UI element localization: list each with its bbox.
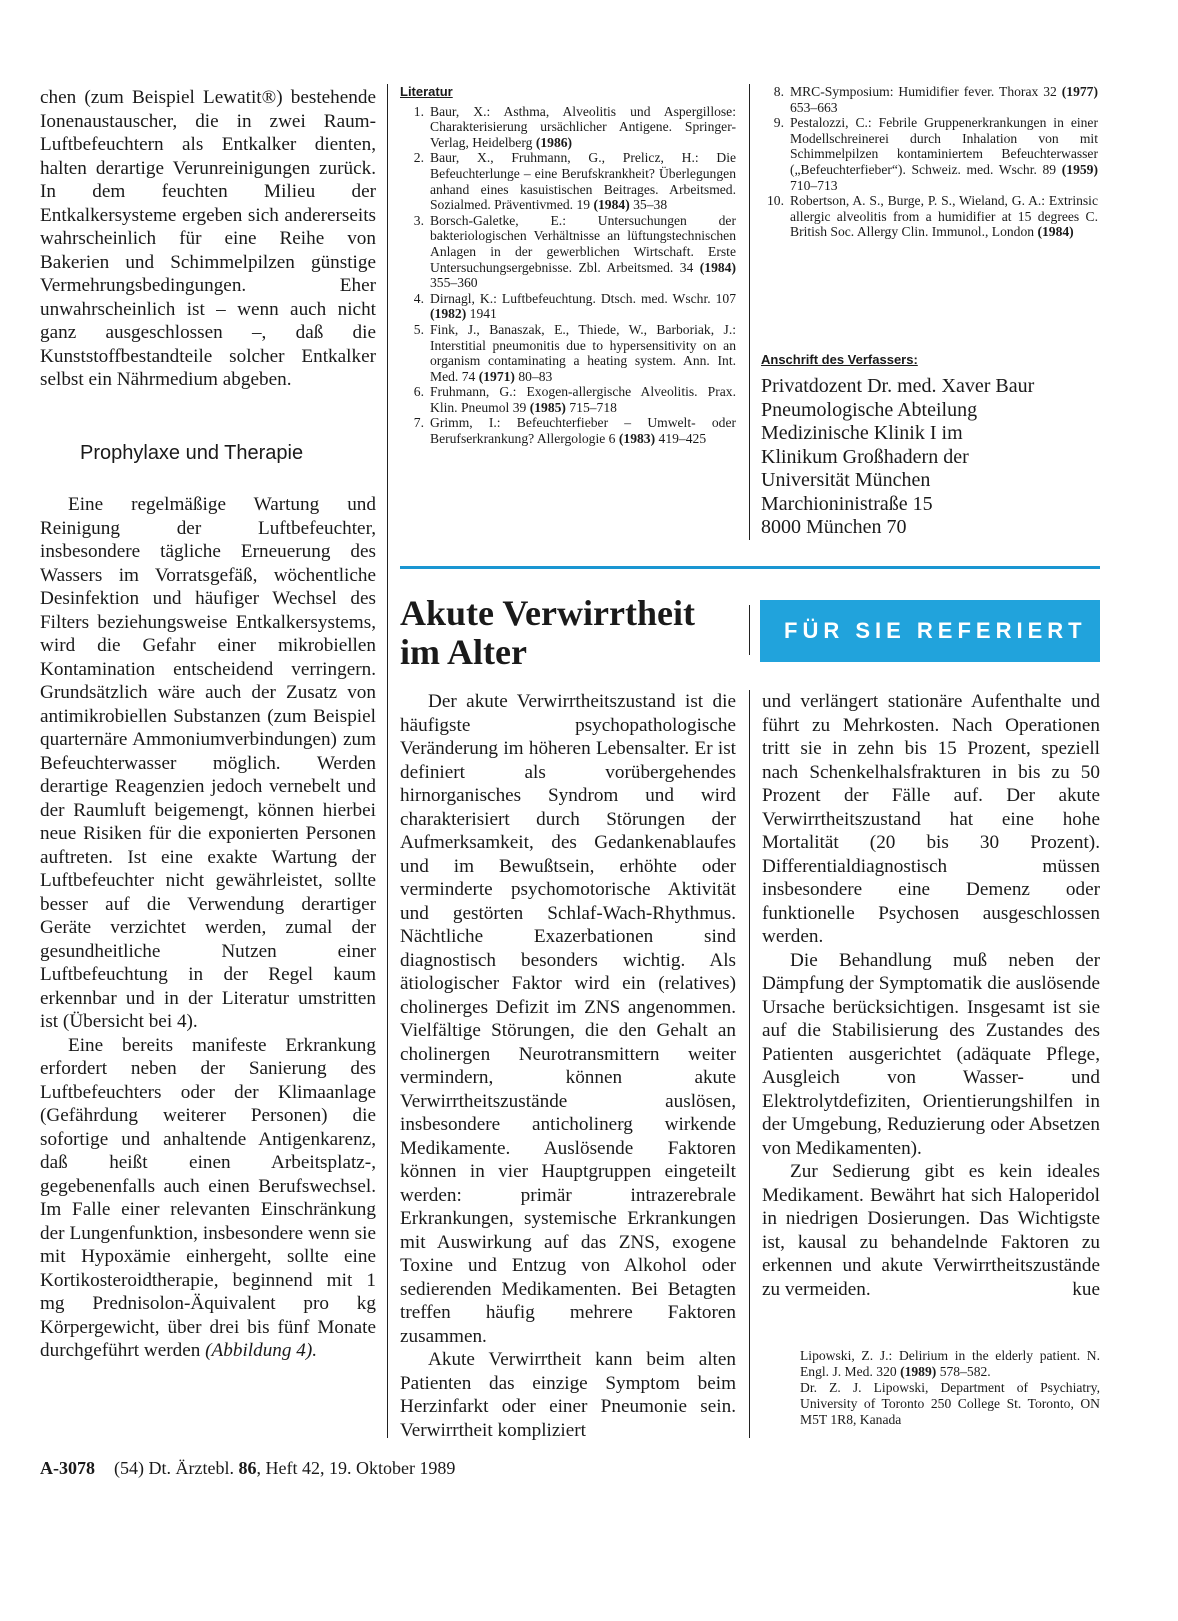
reference-text: Lipowski, Z. J.: Delirium in the elderly patient. N. Engl. J. Med. 320 [800,1348,1100,1379]
page-code: A-3078 [40,1458,95,1478]
literature-item-number: 4. [413,290,424,306]
literature-item-pages: 80–83 [514,368,553,384]
literature-item-pages: 419–425 [655,431,707,447]
literature-item-number: 5. [413,321,424,337]
address-line: Medizinische Klinik I im [761,422,963,444]
literature-list-a [400,104,736,447]
address-line: Klinikum Großhadern der [761,445,969,468]
left-paragraph-3 [40,1034,376,1363]
column-rule-4 [749,690,750,1438]
article-reference [800,1348,1100,1428]
literature-item-year: (1984) [1037,224,1074,240]
literature-item-text: Borsch-Galetke, E.: Untersuchungen der bakteriologischen Verhältnisse an lüftungstechnischen Anlagen in der gewerblichen Wirtschaft. Erste Untersuchungsergebnisse. Zbl. Arbeitsmed. 34 [430,212,736,275]
figure-reference: (Abbildung 4). [205,1340,318,1361]
literature-item-pages: 35–38 [629,197,668,213]
literature-item [400,415,736,446]
address-line: Marchioninistraße 15 [761,492,933,515]
article-a-paragraph-2: Akute Verwirrtheit kann beim alten Patienten das einzige Symptom beim Herzinfarkt oder einer Pneumonie sein. Verwirrtheit kompliziert [400,1349,736,1441]
literature-item-text: Fink, J., Banaszak, E., Thiede, W., Barboriak, J.: Interstitial pneumonitis due to hypersensitivity on an organism contaminating a heating system. Ann. Int. Med. 74 [430,321,736,384]
literature-item [400,213,736,291]
reference-year: (1989) [900,1364,937,1379]
author-address [761,352,1101,540]
literature-item [400,384,736,415]
column-rule-3 [749,605,750,655]
address-line: Privatdozent Dr. med. Xaver Baur [761,375,1035,397]
literature-item-pages: 715–718 [565,399,617,415]
literature-item-text: Robertson, A. S., Burge, P. S., Wieland, G. A.: Extrinsic allergic alveolitis from a humidifier at 15 degrees C. British Soc. Allergy Clin. Immunol., London [790,193,1098,240]
literature-item-number: 9. [773,115,784,131]
article-column-b [762,690,1100,1301]
literature-item [760,193,1098,240]
literature-item-pages: 355–360 [430,275,478,291]
literature-item-year: (1982) [430,306,467,322]
literature-item-number: 2. [413,150,424,166]
literature-item-pages: 710–713 [790,177,838,193]
reference-pages: 578–582. [936,1364,991,1379]
author-signature: kue [1072,1278,1100,1300]
left-paragraph-1: chen (zum Beispiel Lewatit®) bestehende Ionenaustauscher, die in zwei Raum-Luftbefeuchtern als Entkalker dienten, halten derartige Verunreinigungen zurück. In dem feuchten Milieu der Entkalkersysteme ergeben sich andererseits wahrscheinlich für eine Reihe von Bakerien und Schimmelpilzen günstige Vermehrungsbedingungen. Eher unwahrscheinlich ist – wenn auch nicht ganz ausgeschlossen –, daß die Kunststoffbestandteile solcher Entkalker selbst ein Nährmedium abgeben. [40,87,376,390]
literature-item [400,291,736,322]
address-line: Universität München [761,469,931,491]
address-line: Pneumologische Abteilung [761,398,978,421]
literature-item-pages: 653–663 [790,99,838,115]
literature-item [400,322,736,384]
literature-section [400,84,736,447]
literature-item [400,150,736,212]
address-line: 8000 München 70 [761,516,907,538]
fuer-sie-referiert-badge: FÜR SIE REFERIERT [760,600,1100,662]
article-title-line-2: im Alter [400,632,527,672]
literature-item-number: 7. [413,415,424,431]
literature-title: Literatur [400,84,453,99]
journal-volume: 86 [238,1458,257,1478]
literature-item-year: (1971) [478,368,515,384]
address-lines [761,375,1101,540]
article-title-line-1: Akute Verwirrtheit [400,593,695,633]
address-title: Anschrift des Verfassers: [761,352,918,367]
column-rule-2 [749,84,750,540]
literature-item-year: (1959) [1061,161,1098,177]
article-a-paragraph-1: Der akute Verwirrtheitszustand ist die häufigste psychopathologische Veränderung im höheren Lebensalter. Er ist definiert als vorübergehendes hirnorganisches Syndrom und wird charakterisiert durch Störungen der Aufmerksamkeit, des Gedankenablaufes und im Bewußtsein, erhöhte oder verminderte psychomotorische Aktivität und gestörten Schlaf-Wach-Rhythmus. Nächtliche Exazerbationen sind diagnostisch besonders wichtig. Als ätiologischer Faktor wird ein (relatives) cholinerges Defizit im ZNS angenommen. Vielfältige Störungen, die den Gehalt an cholinergen Neurotransmittern weiter vermindern, können akute Verwirrtheitszustände auslösen, insbesondere anticholinerg wirkende Medikamente. Auslösende Faktoren können in vier Hauptgruppen eingeteilt werden: primär intrazerebrale Erkrankungen, systemische Erkrankungen mit Auswirkung auf das ZNS, exogene Toxine und Entzug von Alkohol oder sedierenden Medikamenten. Bei Betagten treffen häufig mehrere Faktoren zusammen. [400,691,736,1347]
article-title [400,594,745,672]
literature-item-pages: 1941 [466,306,497,322]
reference-address: Dr. Z. J. Lipowski, Department of Psychiatry, University of Toronto 250 College St. Toronto, ON M5T 1R8, Kanada [800,1380,1100,1427]
section-heading-prophylaxe: Prophylaxe und Therapie [80,441,304,464]
journal-ref-2: , Heft 42, 19. Oktober 1989 [256,1458,456,1478]
literature-item-year: (1986) [535,134,573,150]
literature-item [760,84,1098,115]
literature-item-text: Pestalozzi, C.: Febrile Gruppenerkrankungen in einer Modellschreinerei durch Inhalation von mit Schimmelpilzen kontaminiertem Befeuchterwasser („Befeuchterfieber“). Schweiz. med. Wschr. 89 [790,115,1098,177]
article-separator-rule [400,566,1100,569]
literature-item-number: 6. [413,384,424,400]
journal-ref-1: (54) Dt. Ärztebl. [114,1458,239,1478]
literature-item-year: (1984) [699,259,736,275]
literature-item [760,115,1098,193]
literature-list-b [760,84,1098,240]
left-paragraph-3-text: Eine bereits manifeste Erkrankung erfordert neben der Sanierung des Luftbefeuchters oder der Klimaanlage (Gefährdung weiterer Personen) die sofortige und anhaltende Antigenkarenz, daß heißt einen Arbeitsplatz-, gegebenenfalls auch einen Berufswechsel. Im Falle einer relevanten Einschränkung der Lungenfunktion, insbesondere wenn sie mit Hypoxämie einhergeht, sollte eine Kortikosteroidtherapie, beginnend mit 1 mg Prednisolon-Äquivalent pro kg Körpergewicht, über drei bis fünf Monate durchgeführt werden [40,1034,376,1361]
literature-item-number: 10. [767,193,784,209]
left-paragraph-2: Eine regelmäßige Wartung und Reinigung der Luftbefeuchter, insbesondere tägliche Erneuerung des Wassers im Vorratsgefäß, wöchentliche Desinfektion und häufiger Wechsel des Filters beziehungsweise Entkalkersystems, wird die Gefahr einer mikrobiellen Kontamination entscheidend verringern. Grundsätzlich wäre auch der Zusatz von antimikrobiellen Substanzen (zum Beispiel quarternäre Ammoniumverbindungen) zum Befeuchterwasser möglich. Werden derartige Reagenzien jedoch vernebelt und der Raumluft beigemengt, können hierbei neue Risiken für die exponierten Personen auftreten. Ist eine exakte Wartung der Luftbefeuchter nicht gewährleistet, sollte besser auf die Verwendung derartiger Geräte verzichtet werden, zumal der gesundheitliche Nutzen einer Luftbefeuchtung in der Regel kaum erkennbar und in der Literatur umstritten ist (Übersicht bei 4). [40,494,376,1032]
column-rule-1 [387,84,388,1438]
literature-item [400,104,736,151]
literature-item-year: (1985) [529,399,566,415]
article-b-paragraph-1: und verlängert stationäre Aufenthalte und führt zu Mehrkosten. Nach Operationen tritt sie in zehn bis 15 Prozent, speziell nach Schenkelhalsfrakturen in bis zu 50 Prozent der Fälle auf. Der akute Verwirrtheitszustand hat eine hohe Mortalität (20 bis 30 Prozent). Differentialdiagnostisch müssen insbesondere eine Demenz oder funktionelle Psychosen ausgeschlossen werden. [762,691,1100,947]
reference-citation [800,1348,1100,1380]
literature-item-text: Baur, X., Fruhmann, G., Prelicz, H.: Die Befeuchterlunge – eine Berufskrankheit? Überlegungen anhand eines kasuistischen Beitrages. Arbeitsmed. Sozialmed. Präventivmed. 19 [430,150,736,213]
literature-item-text: Fruhmann, G.: Exogen-allergische Alveolitis. Prax. Klin. Pneumol 39 [430,384,736,415]
literature-item-text: Grimm, I.: Befeuchterfieber – Umwelt- oder Berufserkrankung? Allergologie 6 [430,415,736,447]
literature-item-number: 1. [413,103,424,119]
literature-item-year: (1983) [618,431,656,447]
article-b-paragraph-3 [762,1160,1100,1301]
literature-item-year: (1977) [1061,84,1098,99]
literature-continued [760,84,1098,240]
left-column [40,86,376,1363]
page-footer [40,1458,740,1479]
literature-item-number: 3. [413,212,424,228]
article-column-a [400,690,736,1442]
article-b-paragraph-3-text: Zur Sedierung gibt es kein ideales Medikament. Bewährt hat sich Haloperidol in niedrigen Dosierungen. Das Wichtigste ist, kausal zu behandelnde Faktoren zu erkennen und akute Verwirrtheitszustände zu vermeiden. [762,1161,1100,1300]
literature-item-number: 8. [773,84,784,99]
literature-item-text: Baur, X.: Asthma, Alveolitis und Aspergillose: Charakterisierung ursächlicher Antigene. Springer-Verlag, Heidelberg [430,103,736,150]
literature-item-year: (1984) [593,197,630,213]
literature-item-text: Dirnagl, K.: Luftbefeuchtung. Dtsch. med. Wschr. 107 [430,290,736,306]
literature-item-text: MRC-Symposium: Humidifier fever. Thorax 32 [790,84,1062,99]
article-b-paragraph-2: Die Behandlung muß neben der Dämpfung der Symptomatik die auslösende Ursache berücksichtigen. Insgesamt ist sie auf die Stabilisierung des Zustandes des Patienten ausgerichtet (adäquate Pflege, Ausgleich von Wasser- und Elektrolytdefiziten, Orientierungshilfen in der Umgebung, Reduzierung oder Absetzen von Medikamenten). [762,949,1100,1159]
